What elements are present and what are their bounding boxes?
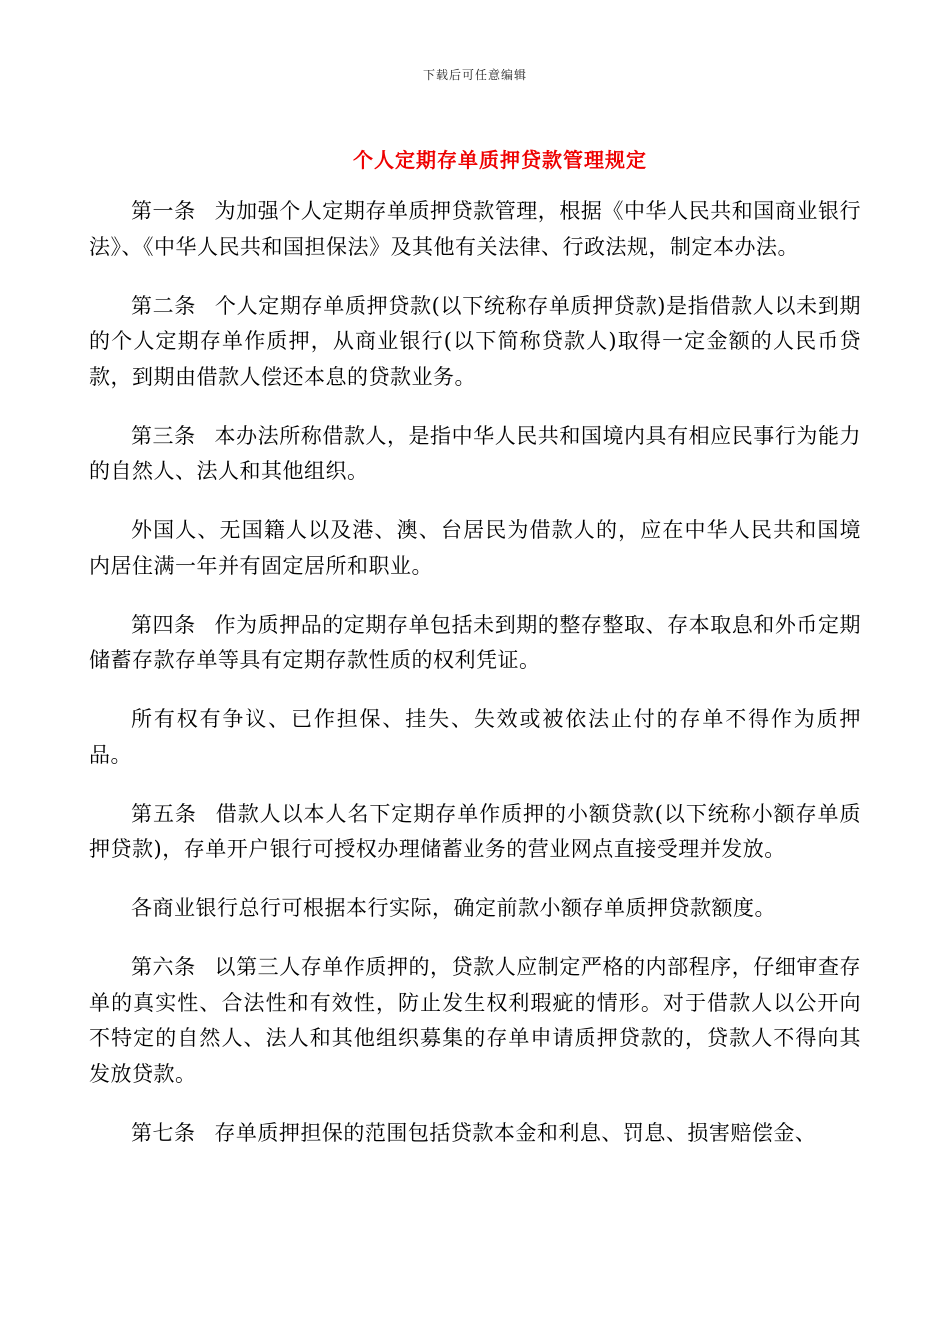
article-2-paragraph [89, 289, 861, 396]
article-3-paragraph [89, 419, 861, 490]
paragraph-text: 为加强个人定期存单质押贷款管理，根据《中华人民共和国商业银行法》、《中华人民共和国担保法》及其他有关法律、行政法规，制定本办法。 [89, 199, 862, 259]
paragraph-text: 本办法所称借款人，是指中华人民共和国境内具有相应民事行为能力的自然人、法人和其他组织。 [89, 423, 862, 483]
paragraph-text: 个人定期存单质押贷款(以下统称存单质押贷款)是指借款人以未到期的个人定期存单作质押，从商业银行(以下简称贷款人)取得一定金额的人民币贷款，到期由借款人偿还本息的贷款业务。 [89, 293, 862, 389]
article-5-clause-2-paragraph [89, 891, 861, 927]
article-number: 第五条 [131, 801, 197, 826]
paragraph-text: 存单质押担保的范围包括贷款本金和利息、罚息、损害赔偿金、 [214, 1120, 817, 1145]
article-4-paragraph [89, 608, 861, 679]
article-number: 第七条 [131, 1120, 196, 1145]
article-3-clause-2-paragraph [89, 513, 861, 584]
article-number: 第一条 [131, 199, 196, 223]
paragraph-text: 外国人、无国籍人以及港、澳、台居民为借款人的，应在中华人民共和国境内居住满一年并有固定居所和职业。 [89, 518, 861, 578]
paragraph-text: 各商业银行总行可根据本行实际，确定前款小额存单质押贷款额度。 [131, 896, 776, 920]
paragraph-text: 借款人以本人名下定期存单作质押的小额贷款(以下统称小额存单质押贷款)，存单开户银行可授权办理储蓄业务的营业网点直接受理并发放。 [89, 801, 861, 861]
article-number: 第四条 [131, 612, 196, 637]
paragraph-text: 所有权有争议、已作担保、挂失、失效或被依法止付的存单不得作为质押品。 [89, 707, 861, 767]
paragraph-text: 作为质押品的定期存单包括未到期的整存整取、存本取息和外币定期储蓄存款存单等具有定期存款性质的权利凭证。 [89, 612, 862, 672]
paragraph-text: 以第三人存单作质押的，贷款人应制定严格的内部程序，仔细审查存单的真实性、合法性和有效性，防止发生权利瑕疵的情形。对于借款人以公开向不特定的自然人、法人和其他组织募集的存单申请质押贷款的，贷款人不得向其发放贷款。 [89, 955, 862, 1086]
document-body [89, 194, 861, 1175]
article-7-paragraph [89, 1116, 861, 1152]
article-number: 第三条 [131, 423, 196, 448]
article-5-paragraph [89, 797, 861, 868]
article-1-paragraph [89, 194, 861, 265]
header-note: 下载后可任意编辑 [422, 68, 527, 82]
article-4-clause-2-paragraph [89, 702, 861, 773]
article-6-paragraph [89, 950, 861, 1092]
document-title: 个人定期存单质押贷款管理规定 [353, 148, 647, 172]
article-number: 第二条 [131, 293, 197, 318]
article-number: 第六条 [131, 955, 196, 979]
